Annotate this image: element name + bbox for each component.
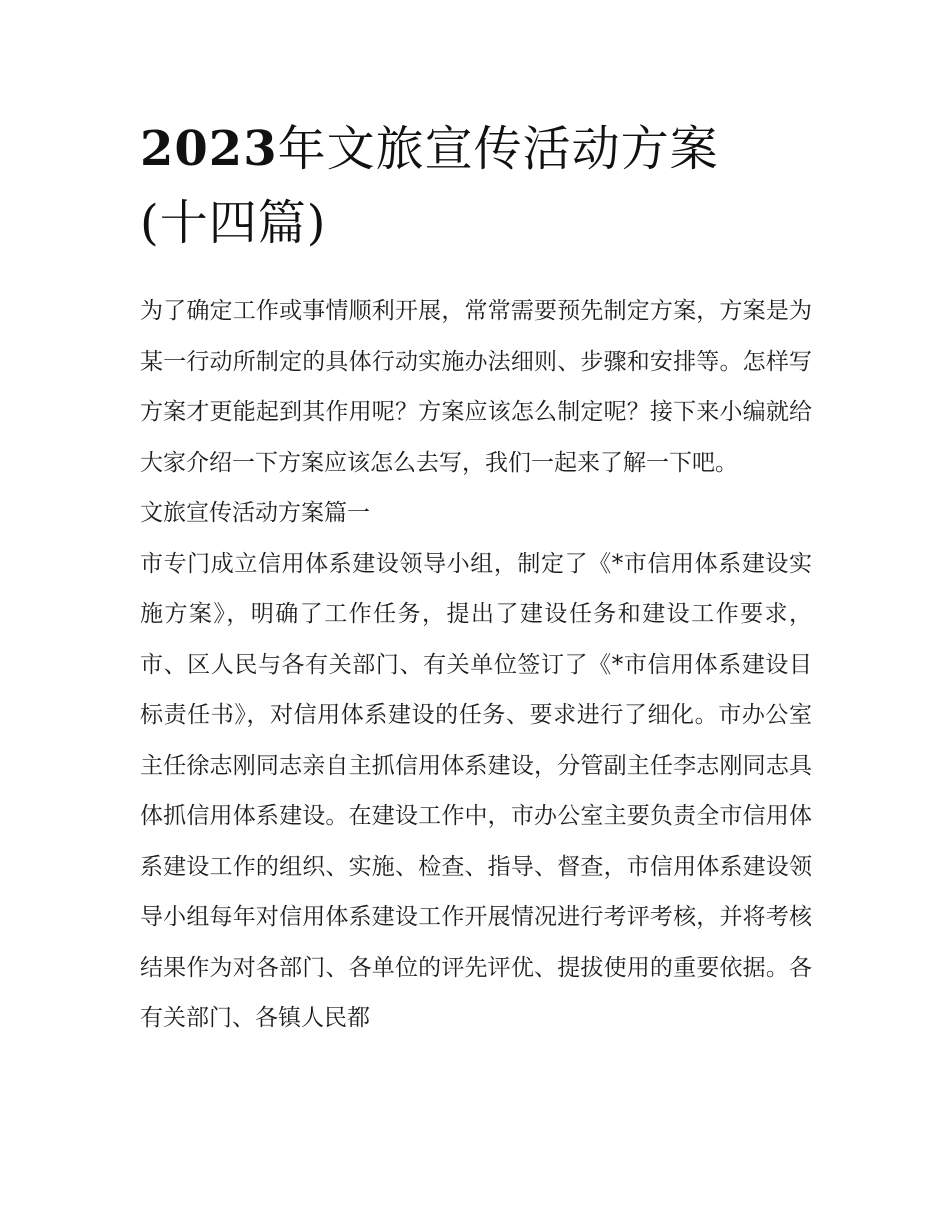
section-heading: 文旅宣传活动方案篇一 <box>140 500 370 526</box>
document-title <box>140 112 780 260</box>
title-text: 年文旅宣传活动方案(十四篇) <box>140 121 719 251</box>
document-content <box>140 112 812 1044</box>
title-year: 2023 <box>140 121 278 177</box>
section-body-paragraph: 市专门成立信用体系建设领导小组，制定了《*市信用体系建设实施方案》，明确了工作任务，提出了建设任务和建设工作要求，市、区人民与各有关部门、有关单位签订了《*市信用体系建设目标责任书》，对信用体系建设的任务、要求进行了细化。市办公室主任徐志刚同志亲自主抓信用体系建设，分管副主任李志刚同志具体抓信用体系建设。在建设工作中，市办公室主要负责全市信用体系建设工作的组织、实施、检查、指导、督查，市信用体系建设领导小组每年对信用体系建设工作开展情况进行考评考核，并将考核结果作为对各部门、各单位的评先评优、提拔使用的重要依据。各有关部门、各镇人民都 <box>140 550 812 1031</box>
intro-paragraph: 为了确定工作或事情顺利开展，常常需要预先制定方案，方案是为某一行动所制定的具体行动实施办法细则、步骤和安排等。怎样写方案才更能起到其作用呢？方案应该怎么制定呢？接下来小编就给大家介绍一下方案应该怎么去写，我们一起来了解一下吧。 <box>140 298 812 476</box>
